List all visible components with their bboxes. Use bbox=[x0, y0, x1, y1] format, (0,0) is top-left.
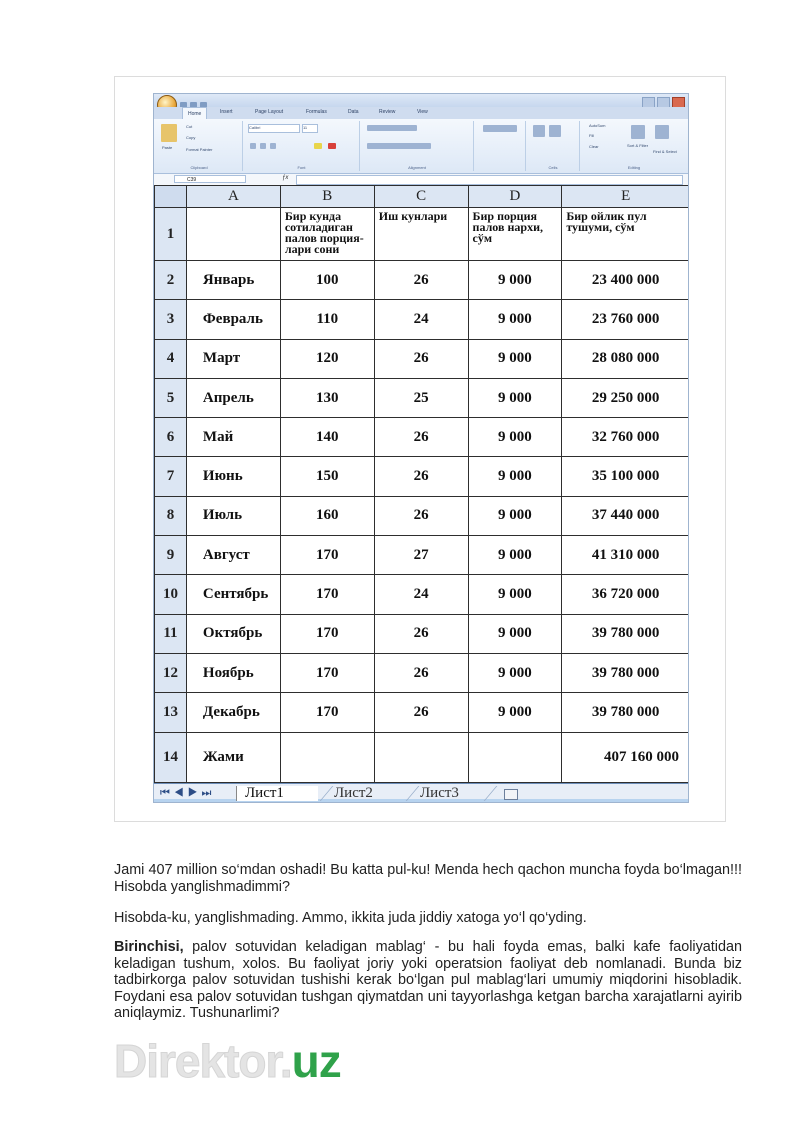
table-row bbox=[155, 339, 690, 378]
tab-data[interactable]: Data bbox=[348, 109, 359, 115]
editing-group-label: Editing bbox=[627, 165, 641, 170]
cell-portions[interactable]: 170 bbox=[280, 575, 374, 614]
header-monthly-revenue: Бир ойлик пул тушуми, сўм bbox=[566, 209, 647, 234]
cell-days[interactable]: 26 bbox=[374, 693, 468, 732]
cell-days[interactable]: 26 bbox=[374, 653, 468, 692]
ribbon-tabs bbox=[154, 107, 688, 119]
table-row bbox=[155, 614, 690, 653]
row-header[interactable]: 9 bbox=[155, 536, 187, 575]
table-row bbox=[155, 536, 690, 575]
cell-portions[interactable]: 170 bbox=[280, 653, 374, 692]
cell-portions[interactable]: 160 bbox=[280, 496, 374, 535]
cell-empty[interactable] bbox=[468, 732, 562, 782]
editing-group bbox=[581, 121, 687, 171]
cell-price[interactable]: 9 000 bbox=[468, 418, 562, 457]
cell-portions[interactable]: 100 bbox=[280, 261, 374, 300]
clipboard-group bbox=[156, 121, 243, 171]
find-select-button[interactable]: Find & Select bbox=[653, 149, 677, 154]
cells-group-label: Cells bbox=[548, 165, 558, 170]
cell-month[interactable]: Декабрь bbox=[186, 693, 280, 732]
excel-window bbox=[153, 93, 689, 803]
name-box[interactable]: C39 bbox=[174, 175, 246, 183]
worksheet-grid bbox=[154, 185, 689, 783]
cell-month[interactable]: Апрель bbox=[186, 378, 280, 417]
find-select-icon[interactable] bbox=[655, 125, 669, 139]
table-row bbox=[155, 261, 690, 300]
cell-month[interactable]: Октябрь bbox=[186, 614, 280, 653]
cell-b1[interactable] bbox=[280, 208, 374, 261]
row-header[interactable]: 1 bbox=[155, 208, 187, 261]
table-row bbox=[155, 575, 690, 614]
number-group bbox=[475, 121, 526, 171]
row-header[interactable]: 5 bbox=[155, 378, 187, 417]
paste-icon[interactable] bbox=[161, 124, 177, 142]
table-row bbox=[155, 418, 690, 457]
cell-revenue[interactable]: 35 100 000 bbox=[562, 457, 689, 496]
table-row bbox=[155, 496, 690, 535]
cell-price[interactable]: 9 000 bbox=[468, 300, 562, 339]
cell-days[interactable]: 26 bbox=[374, 457, 468, 496]
cell-days[interactable]: 24 bbox=[374, 300, 468, 339]
cell-empty[interactable] bbox=[374, 732, 468, 782]
direktor-logo bbox=[114, 1036, 341, 1086]
clipboard-group-label: Clipboard bbox=[190, 165, 208, 170]
tab-view[interactable]: View bbox=[417, 109, 428, 115]
delete-cells-icon[interactable] bbox=[549, 125, 561, 137]
cell-portions[interactable]: 170 bbox=[280, 614, 374, 653]
cell-month[interactable]: Июль bbox=[186, 496, 280, 535]
cell-month[interactable]: Сентябрь bbox=[186, 575, 280, 614]
row-header[interactable]: 7 bbox=[155, 457, 187, 496]
sheet-tab-3[interactable]: Лист3 bbox=[420, 785, 459, 801]
cell-month[interactable]: Июнь bbox=[186, 457, 280, 496]
table-row bbox=[155, 378, 690, 417]
cell-revenue[interactable]: 39 780 000 bbox=[562, 693, 689, 732]
cell-revenue[interactable]: 23 760 000 bbox=[562, 300, 689, 339]
paragraph-1: Jami 407 million so‘mdan oshadi! Bu katta pul-ku! Menda hech qachon muncha foyda bo‘lmagan!!! Hisobda yanglishmadimmi? bbox=[114, 862, 742, 895]
row-header[interactable]: 13 bbox=[155, 693, 187, 732]
data-table bbox=[154, 185, 689, 783]
paragraph-3-body: palov sotuvidan keladigan mablag‘ - bu hali foyda emas, balki kafe faoliyatidan keladigan tushum, xolos. Bu faoliyat joriy yoki operatsion faoliyat deb nomlanadi. Bunda biz tadbirkorga palov sotuvidan tushishi kerak bo‘lgan pul mablag‘lari umumiy miqdorini hisobladik. Foydani esa palov sotuvidan tushgan qiymatdan uni tayyorlashga ketgan barcha xarajatlarni ayirib aniqlaymiz. Tushunarlimi? bbox=[114, 939, 742, 1022]
cut-button[interactable]: Cut bbox=[186, 124, 193, 129]
align-bottom-icons[interactable] bbox=[367, 143, 431, 149]
cell-days[interactable]: 27 bbox=[374, 536, 468, 575]
table-row bbox=[155, 693, 690, 732]
fx-icon[interactable]: ƒx bbox=[282, 175, 289, 181]
cell-a1[interactable] bbox=[186, 208, 280, 261]
row-header[interactable]: 2 bbox=[155, 261, 187, 300]
cell-price[interactable]: 9 000 bbox=[468, 614, 562, 653]
cell-revenue[interactable]: 41 310 000 bbox=[562, 536, 689, 575]
alignment-group bbox=[361, 121, 474, 171]
table-row bbox=[155, 653, 690, 692]
fill-button[interactable]: Fill bbox=[589, 133, 595, 138]
cell-portions[interactable]: 150 bbox=[280, 457, 374, 496]
paragraph-3-lead: Birinchisi, bbox=[114, 939, 184, 955]
underline-icon[interactable] bbox=[270, 143, 276, 149]
font-color-icon[interactable] bbox=[328, 143, 336, 149]
formula-input[interactable] bbox=[296, 175, 683, 185]
cell-price[interactable]: 9 000 bbox=[468, 339, 562, 378]
row-header[interactable]: 14 bbox=[155, 732, 187, 782]
header-portions-per-day: Бир кунда сотиладиган палов порция-лари сони bbox=[284, 209, 364, 256]
column-header-d[interactable]: D bbox=[468, 186, 562, 208]
paragraph-3 bbox=[114, 939, 742, 1022]
font-size-select[interactable]: 11 bbox=[302, 124, 318, 133]
row-header[interactable]: 12 bbox=[155, 653, 187, 692]
tab-review[interactable]: Review bbox=[379, 109, 396, 115]
cell-price[interactable]: 9 000 bbox=[468, 693, 562, 732]
number-format-icon[interactable] bbox=[483, 125, 517, 132]
alignment-group-label: Alignment bbox=[408, 165, 426, 170]
cell-days[interactable]: 26 bbox=[374, 261, 468, 300]
paragraph-2: Hisobda-ku, yanglishmading. Ammo, ikkita juda jiddiy xatoga yo‘l qo‘yding. bbox=[114, 910, 587, 926]
sort-filter-icon[interactable] bbox=[631, 125, 645, 139]
header-price-per-portion: Бир порция палов нархи, сўм bbox=[472, 209, 543, 245]
row-header[interactable]: 3 bbox=[155, 300, 187, 339]
paste-button[interactable]: Paste bbox=[162, 145, 173, 150]
cell-portions[interactable]: 130 bbox=[280, 378, 374, 417]
total-revenue[interactable]: 407 160 000 bbox=[562, 732, 689, 782]
row-header[interactable]: 8 bbox=[155, 496, 187, 535]
column-header-e[interactable]: E bbox=[562, 186, 689, 208]
cell-month[interactable]: Март bbox=[186, 339, 280, 378]
tab-insert[interactable]: Insert bbox=[220, 109, 233, 115]
cell-days[interactable]: 26 bbox=[374, 496, 468, 535]
cells-group bbox=[527, 121, 580, 171]
row-header[interactable]: 6 bbox=[155, 418, 187, 457]
tab-formulas[interactable]: Formulas bbox=[306, 109, 327, 115]
quick-access-toolbar[interactable] bbox=[180, 96, 240, 104]
logo-text-direktor: Direktor. bbox=[114, 1035, 292, 1087]
bold-icon[interactable] bbox=[250, 143, 256, 149]
font-group bbox=[244, 121, 360, 171]
table-header-row bbox=[155, 208, 690, 261]
sheet-tab-1[interactable]: Лист1 bbox=[236, 786, 318, 801]
column-header-c[interactable]: C bbox=[374, 186, 468, 208]
cell-portions[interactable]: 120 bbox=[280, 339, 374, 378]
header-working-days: Иш кунлари bbox=[378, 209, 448, 223]
table-row bbox=[155, 457, 690, 496]
cell-month[interactable]: Август bbox=[186, 536, 280, 575]
font-group-label: Font bbox=[297, 165, 306, 170]
font-name-select[interactable]: Calibri bbox=[248, 124, 300, 133]
italic-icon[interactable] bbox=[260, 143, 266, 149]
cell-month[interactable]: Ноябрь bbox=[186, 653, 280, 692]
cell-days[interactable]: 26 bbox=[374, 614, 468, 653]
title-bar bbox=[154, 94, 688, 108]
cell-revenue[interactable]: 29 250 000 bbox=[562, 378, 689, 417]
cell-price[interactable]: 9 000 bbox=[468, 536, 562, 575]
cell-days[interactable]: 25 bbox=[374, 378, 468, 417]
row-header[interactable]: 4 bbox=[155, 339, 187, 378]
sheet-tab-bar bbox=[154, 783, 689, 803]
cell-days[interactable]: 26 bbox=[374, 339, 468, 378]
cell-price[interactable]: 9 000 bbox=[468, 261, 562, 300]
cell-price[interactable]: 9 000 bbox=[468, 457, 562, 496]
total-row bbox=[155, 732, 690, 782]
cell-c1[interactable] bbox=[374, 208, 468, 261]
tab-page-layout[interactable]: Page Layout bbox=[255, 109, 284, 115]
cell-revenue[interactable]: 23 400 000 bbox=[562, 261, 689, 300]
logo-text-uz: uz bbox=[291, 1035, 341, 1087]
autosum-button[interactable]: AutoSum bbox=[589, 123, 606, 128]
cell-revenue[interactable]: 37 440 000 bbox=[562, 496, 689, 535]
table-row bbox=[155, 300, 690, 339]
ribbon bbox=[154, 119, 688, 174]
cell-days[interactable]: 24 bbox=[374, 575, 468, 614]
fill-color-icon[interactable] bbox=[314, 143, 322, 149]
row-header[interactable]: 10 bbox=[155, 575, 187, 614]
cell-portions[interactable]: 170 bbox=[280, 536, 374, 575]
cell-month[interactable]: Январь bbox=[186, 261, 280, 300]
copy-button[interactable]: Copy bbox=[186, 135, 196, 140]
cell-price[interactable]: 9 000 bbox=[468, 496, 562, 535]
cell-portions[interactable]: 170 bbox=[280, 693, 374, 732]
insert-sheet-icon[interactable] bbox=[504, 789, 518, 800]
cell-month[interactable]: Февраль bbox=[186, 300, 280, 339]
cell-portions[interactable]: 110 bbox=[280, 300, 374, 339]
cell-revenue[interactable]: 32 760 000 bbox=[562, 418, 689, 457]
column-header-b[interactable]: B bbox=[280, 186, 374, 208]
column-header-a[interactable]: A bbox=[186, 186, 280, 208]
insert-cells-icon[interactable] bbox=[533, 125, 545, 137]
cell-month[interactable]: Май bbox=[186, 418, 280, 457]
clear-button[interactable]: Clear bbox=[589, 144, 599, 149]
sheet-tab-2[interactable]: Лист2 bbox=[334, 785, 373, 801]
align-top-icons[interactable] bbox=[367, 125, 417, 131]
cell-revenue[interactable]: 28 080 000 bbox=[562, 339, 689, 378]
tab-home[interactable]: Home bbox=[182, 107, 207, 120]
select-all-corner[interactable] bbox=[155, 186, 187, 208]
sort-filter-button[interactable]: Sort & Filter bbox=[627, 143, 649, 148]
cell-price[interactable]: 9 000 bbox=[468, 575, 562, 614]
cell-empty[interactable] bbox=[280, 732, 374, 782]
cell-revenue[interactable]: 39 780 000 bbox=[562, 653, 689, 692]
total-label[interactable]: Жами bbox=[186, 732, 280, 782]
cell-price[interactable]: 9 000 bbox=[468, 378, 562, 417]
cell-portions[interactable]: 140 bbox=[280, 418, 374, 457]
sheet-navigation-buttons[interactable]: ⏮◀▶⏭ bbox=[160, 787, 216, 799]
cell-revenue[interactable]: 39 780 000 bbox=[562, 614, 689, 653]
row-header[interactable]: 11 bbox=[155, 614, 187, 653]
cell-d1[interactable] bbox=[468, 208, 562, 261]
cell-price[interactable]: 9 000 bbox=[468, 653, 562, 692]
cell-days[interactable]: 26 bbox=[374, 418, 468, 457]
format-painter-button[interactable]: Format Painter bbox=[186, 147, 213, 152]
cell-e1[interactable] bbox=[562, 208, 689, 261]
cell-revenue[interactable]: 36 720 000 bbox=[562, 575, 689, 614]
